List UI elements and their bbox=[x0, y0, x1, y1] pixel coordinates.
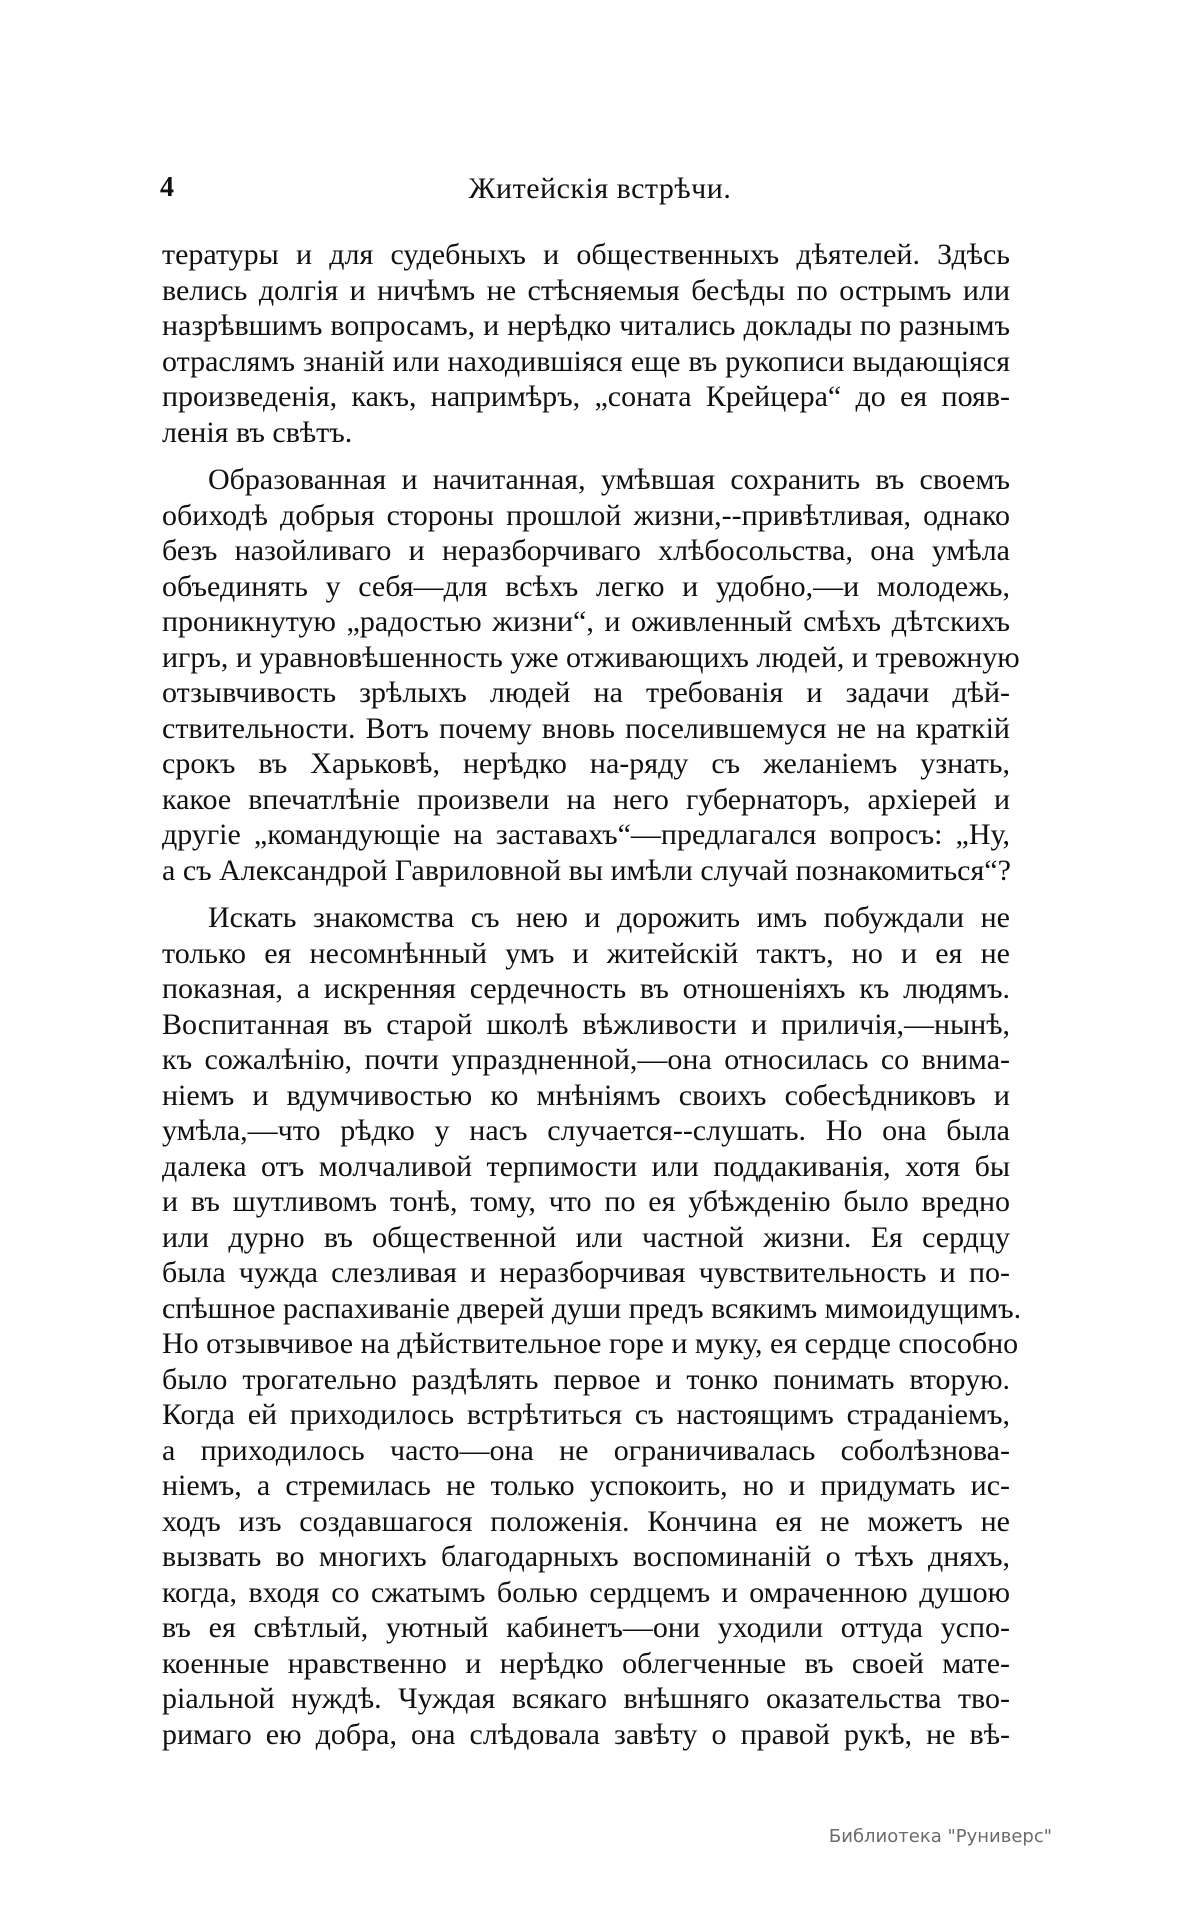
text-line: показная, а искренняя сердечность въ отношеніяхъ къ людямъ. bbox=[162, 972, 1010, 1005]
text-line: коенные нравственно и нерѣдко облегченные въ своей мате- bbox=[162, 1646, 1010, 1680]
text-line: а приходилось часто—она не ограничивалась соболѣзнова- bbox=[162, 1433, 1010, 1467]
text-line: вызвать во многихъ благодарныхъ воспоминаній о тѣхъ дняхъ, bbox=[162, 1540, 1010, 1573]
text-line: безъ назойливаго и неразборчиваго хлѣбосольства, она умѣла bbox=[162, 534, 1010, 567]
text-line: а съ Александрой Гавриловной вы имѣли случай познакомиться“? bbox=[162, 853, 1011, 887]
text-line: въ ея свѣтлый, уютный кабинетъ—они уходили оттуда успо- bbox=[162, 1611, 1010, 1644]
text-line: ствительности. Вотъ почему вновь поселившемуся не на краткій bbox=[162, 711, 1010, 745]
text-line: игръ, и уравновѣшенность уже отживающихъ людей, и тревожную bbox=[162, 640, 1020, 674]
text-line: Образованная и начитанная, умѣвшая сохранить въ своемъ bbox=[208, 463, 1010, 496]
text-line: или дурно въ общественной или частной жизни. Ея сердцу bbox=[162, 1220, 1010, 1254]
text-line: срокъ въ Харьковѣ, нерѣдко на-ряду съ желаніемъ узнать, bbox=[162, 747, 1010, 780]
text-line: ленія въ свѣтъ. bbox=[162, 415, 353, 449]
text-line: спѣшное распахиваніе дверей души предъ всякимъ мимоидущимъ. bbox=[162, 1291, 1022, 1325]
text-line: велись долгія и ничѣмъ не стѣсняемыя бесѣды по острымъ или bbox=[162, 273, 1010, 307]
text-line: назрѣвшимъ вопросамъ, и нерѣдко читались доклады по разнымъ bbox=[162, 309, 1010, 342]
text-line: римаго ею добра, она слѣдовала завѣту о правой рукѣ, не вѣ- bbox=[162, 1717, 1010, 1751]
text-line: было трогательно раздѣлять первое и тонко понимать вторую. bbox=[162, 1362, 1010, 1396]
text-line: Воспитанная въ старой школѣ вѣжливости и приличія,—нынѣ, bbox=[162, 1007, 1010, 1041]
text-line: только ея несомнѣнный умъ и житейскій тактъ, но и ея не bbox=[162, 936, 1010, 970]
text-line: обиходѣ добрыя стороны прошлой жизни,--привѣтливая, однако bbox=[162, 498, 1010, 532]
body-text bbox=[162, 237, 1022, 1752]
paragraph-3 bbox=[162, 900, 1022, 1752]
text-line: отзывчивость зрѣлыхъ людей на требованія и задачи дѣй- bbox=[162, 676, 1010, 709]
library-watermark: Библиотека "Руниверс" bbox=[828, 1826, 1052, 1847]
text-line: далека отъ молчаливой терпимости или поддакиванія, хотя бы bbox=[162, 1149, 1010, 1183]
text-line: другіе „командующіе на заставахъ“—предлагался вопросъ: „Ну, bbox=[162, 818, 1010, 851]
text-line: ніемъ и вдумчивостью ко мнѣніямъ своихъ собесѣдниковъ и bbox=[162, 1078, 1010, 1112]
text-line: тературы и для судебныхъ и общественныхъ дѣятелей. Здѣсь bbox=[162, 238, 1010, 271]
text-line: произведенія, какъ, напримѣръ, „соната Крейцера“ до ея появ- bbox=[162, 380, 1010, 413]
paragraph-1 bbox=[162, 237, 1010, 450]
paragraph-2 bbox=[162, 462, 1020, 888]
text-line: Но отзывчивое на дѣйствительное горе и муку, ея сердце способно bbox=[162, 1327, 1019, 1360]
text-line: умѣла,—что рѣдко у насъ случается--слушать. Но она была bbox=[162, 1114, 1010, 1147]
page-number: 4 bbox=[160, 172, 174, 203]
text-line: когда, входя со сжатымъ болью сердцемъ и омраченною душою bbox=[162, 1575, 1010, 1609]
text-line: отраслямъ знаній или находившіяся еще въ рукописи выдающіяся bbox=[162, 344, 1010, 378]
text-line: какое впечатлѣніе произвели на него губернаторъ, архіерей и bbox=[162, 782, 1010, 816]
text-line: къ сожалѣнію, почти упраздненной,—она относилась со внима- bbox=[162, 1043, 1010, 1076]
text-line: ріальной нуждѣ. Чуждая всякаго внѣшняго оказательства тво- bbox=[162, 1682, 1010, 1715]
text-line: проникнутую „радостью жизни“, и оживленный смѣхъ дѣтскихъ bbox=[162, 605, 1010, 638]
text-line: Когда ей приходилось встрѣтиться съ настоящимъ страданіемъ, bbox=[162, 1398, 1010, 1431]
text-line: ніемъ, а стремилась не только успокоить, но и придумать ис- bbox=[162, 1469, 1010, 1502]
text-line: ходъ изъ создавшагося положенія. Кончина ея не можетъ не bbox=[162, 1504, 1010, 1538]
text-line: и въ шутливомъ тонѣ, тому, что по ея убѣжденію было вредно bbox=[162, 1185, 1010, 1218]
text-line: была чужда слезливая и неразборчивая чувствительность и по- bbox=[162, 1256, 1010, 1289]
running-title: Житейскія встрѣчи. bbox=[468, 172, 732, 205]
text-line: Искать знакомства съ нею и дорожить имъ побуждали не bbox=[208, 901, 1010, 934]
text-line: объединять у себя—для всѣхъ легко и удобно,—и молодежь, bbox=[162, 569, 1010, 603]
